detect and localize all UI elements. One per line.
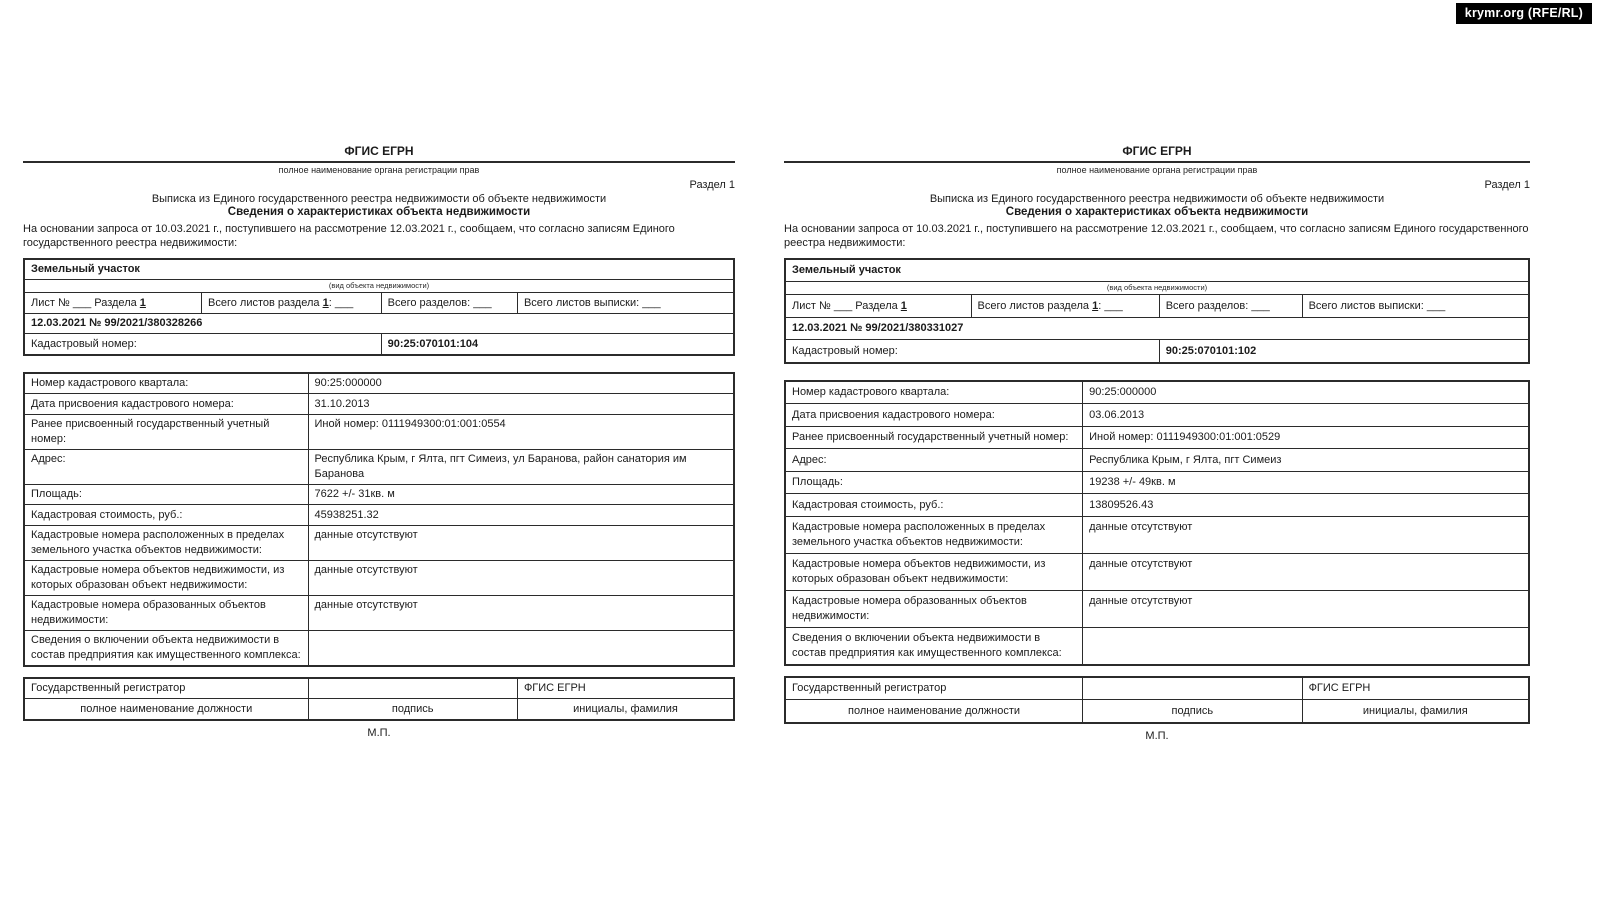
total-sheets-number: 1 bbox=[1092, 299, 1099, 312]
total-extract-sheets-cell bbox=[517, 293, 734, 314]
total-sections-cell bbox=[381, 293, 517, 314]
detail-value: 03.06.2013 bbox=[1083, 404, 1529, 427]
registrar-label: Государственный регистратор bbox=[24, 678, 308, 699]
cadastral-number-value: 90:25:070101:104 bbox=[381, 334, 734, 355]
section-label: Раздел 1 bbox=[689, 179, 735, 191]
name-caption: инициалы, фамилия bbox=[1302, 700, 1529, 723]
detail-value: 45938251.32 bbox=[308, 505, 734, 526]
detail-label: Кадастровые номера объектов недвижимости, из которых образован объект недвижимости: bbox=[785, 553, 1083, 590]
detail-label: Кадастровые номера образованных объектов недвижимости: bbox=[24, 595, 308, 630]
detail-label: Номер кадастрового квартала: bbox=[24, 373, 308, 394]
table-row bbox=[24, 394, 734, 415]
object-header-table bbox=[784, 258, 1530, 364]
stamp-place-label: М.П. bbox=[1145, 729, 1169, 742]
table-row bbox=[785, 516, 1529, 553]
detail-label: Дата присвоения кадастрового номера: bbox=[785, 404, 1083, 427]
table-row bbox=[24, 449, 734, 484]
detail-value: Иной номер: 0111949300:01:001:0554 bbox=[308, 414, 734, 449]
detail-label: Сведения о включении объекта недвижимости в состав предприятия как имущественного комплекса: bbox=[785, 627, 1083, 665]
total-sheets-blank: ___ bbox=[1104, 299, 1123, 312]
total-sheets-colon: : bbox=[1098, 299, 1102, 312]
object-header-table bbox=[23, 258, 735, 356]
detail-label: Ранее присвоенный государственный учетный номер: bbox=[24, 414, 308, 449]
total-sections-label: Всего разделов: bbox=[387, 296, 471, 309]
table-row bbox=[785, 590, 1529, 627]
detail-label: Кадастровые номера образованных объектов недвижимости: bbox=[785, 590, 1083, 627]
table-row bbox=[24, 414, 734, 449]
table-row bbox=[24, 560, 734, 595]
table-row bbox=[24, 484, 734, 505]
total-sheets-colon: : bbox=[328, 296, 332, 309]
sheet-number-cell bbox=[24, 293, 202, 314]
position-caption: полное наименование должности bbox=[24, 699, 308, 720]
table-row bbox=[785, 449, 1529, 472]
detail-value bbox=[308, 630, 734, 666]
detail-value: данные отсутствуют bbox=[1083, 516, 1529, 553]
egrn-extract-document-right bbox=[784, 144, 1530, 742]
registration-number: 12.03.2021 № 99/2021/380328266 bbox=[24, 313, 734, 334]
document-title: Выписка из Единого государственного реестра недвижимости об объекте недвижимости bbox=[929, 193, 1385, 205]
detail-label: Кадастровая стоимость, руб.: bbox=[785, 494, 1083, 517]
details-table bbox=[784, 380, 1530, 666]
section-number: 1 bbox=[900, 299, 907, 312]
detail-value: Иной номер: 0111949300:01:001:0529 bbox=[1083, 426, 1529, 449]
document-subtitle: Сведения о характеристиках объекта недвижимости bbox=[227, 206, 531, 218]
table-row bbox=[785, 471, 1529, 494]
total-extract-sheets-label: Всего листов выписки: bbox=[523, 296, 640, 309]
total-extract-sheets-blank: ___ bbox=[642, 296, 661, 309]
detail-value: 7622 +/- 31кв. м bbox=[308, 484, 734, 505]
stamp-place-label: М.П. bbox=[367, 726, 391, 739]
intro-paragraph: На основании запроса от 10.03.2021 г., поступившего на рассмотрение 12.03.2021 г., сообщаем, что согласно записям Единого государственного реестра недвижимости: bbox=[784, 223, 1529, 250]
document-title: Выписка из Единого государственного реестра недвижимости об объекте недвижимости bbox=[151, 193, 607, 205]
detail-value: Республика Крым, г Ялта, пгт Симеиз, ул Баранова, район санатория им Баранова bbox=[308, 449, 734, 484]
signature-space bbox=[1083, 677, 1302, 700]
total-extract-sheets-blank: ___ bbox=[1426, 299, 1446, 312]
sheet-label: Лист № bbox=[31, 296, 70, 309]
total-sheets-label: Всего листов раздела bbox=[977, 299, 1090, 312]
name-caption: инициалы, фамилия bbox=[517, 699, 734, 720]
detail-label: Кадастровые номера объектов недвижимости, из которых образован объект недвижимости: bbox=[24, 560, 308, 595]
signature-space bbox=[308, 678, 517, 699]
detail-value: 90:25:000000 bbox=[1083, 381, 1529, 404]
sheet-blank: ___ bbox=[833, 299, 853, 312]
detail-label: Кадастровая стоимость, руб.: bbox=[24, 505, 308, 526]
detail-value: данные отсутствуют bbox=[308, 525, 734, 560]
detail-label: Номер кадастрового квартала: bbox=[785, 381, 1083, 404]
sheet-blank: ___ bbox=[72, 296, 92, 309]
detail-label: Адрес: bbox=[785, 449, 1083, 472]
detail-label: Кадастровые номера расположенных в пределах земельного участка объектов недвижимости: bbox=[785, 516, 1083, 553]
org-title: ФГИС ЕГРН bbox=[1122, 144, 1192, 158]
object-type-caption: (вид объекта недвижимости) bbox=[785, 282, 1529, 295]
detail-value: 90:25:000000 bbox=[308, 373, 734, 394]
total-sheets-number: 1 bbox=[322, 296, 329, 309]
document-subtitle: Сведения о характеристиках объекта недвижимости bbox=[1005, 206, 1309, 218]
cadastral-number-label: Кадастровый номер: bbox=[785, 340, 1159, 363]
org-caption: полное наименование органа регистрации прав bbox=[1056, 165, 1258, 175]
registrar-label: Государственный регистратор bbox=[785, 677, 1083, 700]
signer-table bbox=[784, 676, 1530, 724]
table-row bbox=[785, 381, 1529, 404]
table-row bbox=[785, 426, 1529, 449]
sheet-label: Лист № bbox=[792, 299, 831, 312]
sheet-row bbox=[785, 295, 1529, 318]
details-table bbox=[23, 372, 735, 667]
table-row bbox=[785, 404, 1529, 427]
detail-label: Ранее присвоенный государственный учетный номер: bbox=[785, 426, 1083, 449]
detail-label: Сведения о включении объекта недвижимости в состав предприятия как имущественного комплекса: bbox=[24, 630, 308, 666]
total-sheets-cell bbox=[971, 295, 1159, 318]
table-row bbox=[24, 595, 734, 630]
sheet-row bbox=[24, 293, 734, 314]
fgis-label: ФГИС ЕГРН bbox=[1302, 677, 1529, 700]
total-sheets-cell bbox=[202, 293, 382, 314]
object-type-caption: (вид объекта недвижимости) bbox=[24, 280, 734, 293]
object-type: Земельный участок bbox=[785, 259, 1529, 282]
detail-value: 31.10.2013 bbox=[308, 394, 734, 415]
table-row bbox=[24, 630, 734, 666]
table-row bbox=[24, 525, 734, 560]
detail-value: данные отсутствуют bbox=[1083, 553, 1529, 590]
detail-value: Республика Крым, г Ялта, пгт Симеиз bbox=[1083, 449, 1529, 472]
detail-label: Площадь: bbox=[24, 484, 308, 505]
total-sections-cell bbox=[1159, 295, 1302, 318]
intro-paragraph: На основании запроса от 10.03.2021 г., поступившего на рассмотрение 12.03.2021 г., сообщаем, что согласно записям Единого государственного реестра недвижимости: bbox=[23, 223, 675, 250]
object-type: Земельный участок bbox=[24, 259, 734, 280]
signature-caption: подпись bbox=[308, 699, 517, 720]
cadastral-number-value: 90:25:070101:102 bbox=[1159, 340, 1529, 363]
table-row bbox=[24, 505, 734, 526]
total-sheets-label: Всего листов раздела bbox=[208, 296, 320, 309]
signature-caption: подпись bbox=[1083, 700, 1302, 723]
total-sections-label: Всего разделов: bbox=[1165, 299, 1249, 312]
signer-table bbox=[23, 677, 735, 721]
total-sections-blank: ___ bbox=[1251, 299, 1270, 312]
total-extract-sheets-cell bbox=[1302, 295, 1529, 318]
detail-label: Дата присвоения кадастрового номера: bbox=[24, 394, 308, 415]
detail-value bbox=[1083, 627, 1529, 665]
table-row bbox=[785, 553, 1529, 590]
registration-number: 12.03.2021 № 99/2021/380331027 bbox=[785, 317, 1529, 340]
detail-label: Адрес: bbox=[24, 449, 308, 484]
org-title: ФГИС ЕГРН bbox=[344, 144, 414, 158]
table-row bbox=[785, 494, 1529, 517]
detail-value: данные отсутствуют bbox=[308, 560, 734, 595]
cadastral-number-label: Кадастровый номер: bbox=[24, 334, 381, 355]
total-sheets-blank: ___ bbox=[334, 296, 354, 309]
section-number: 1 bbox=[139, 296, 146, 309]
total-sections-blank: ___ bbox=[473, 296, 492, 309]
detail-label: Кадастровые номера расположенных в пределах земельного участка объектов недвижимости: bbox=[24, 525, 308, 560]
sheet-section-label: Раздела bbox=[855, 299, 898, 312]
total-extract-sheets-label: Всего листов выписки: bbox=[1308, 299, 1424, 312]
sheet-section-label: Раздела bbox=[94, 296, 137, 309]
sheet-number-cell bbox=[785, 295, 971, 318]
detail-value: 13809526.43 bbox=[1083, 494, 1529, 517]
table-row bbox=[24, 373, 734, 394]
table-row bbox=[785, 627, 1529, 665]
position-caption: полное наименование должности bbox=[785, 700, 1083, 723]
egrn-extract-document-left bbox=[23, 144, 735, 739]
source-watermark-badge: krymr.org (RFE/RL) bbox=[1456, 3, 1592, 24]
org-caption: полное наименование органа регистрации прав bbox=[278, 165, 480, 175]
detail-value: данные отсутствуют bbox=[308, 595, 734, 630]
section-label: Раздел 1 bbox=[1484, 179, 1530, 191]
detail-value: данные отсутствуют bbox=[1083, 590, 1529, 627]
detail-value: 19238 +/- 49кв. м bbox=[1083, 471, 1529, 494]
fgis-label: ФГИС ЕГРН bbox=[517, 678, 734, 699]
detail-label: Площадь: bbox=[785, 471, 1083, 494]
